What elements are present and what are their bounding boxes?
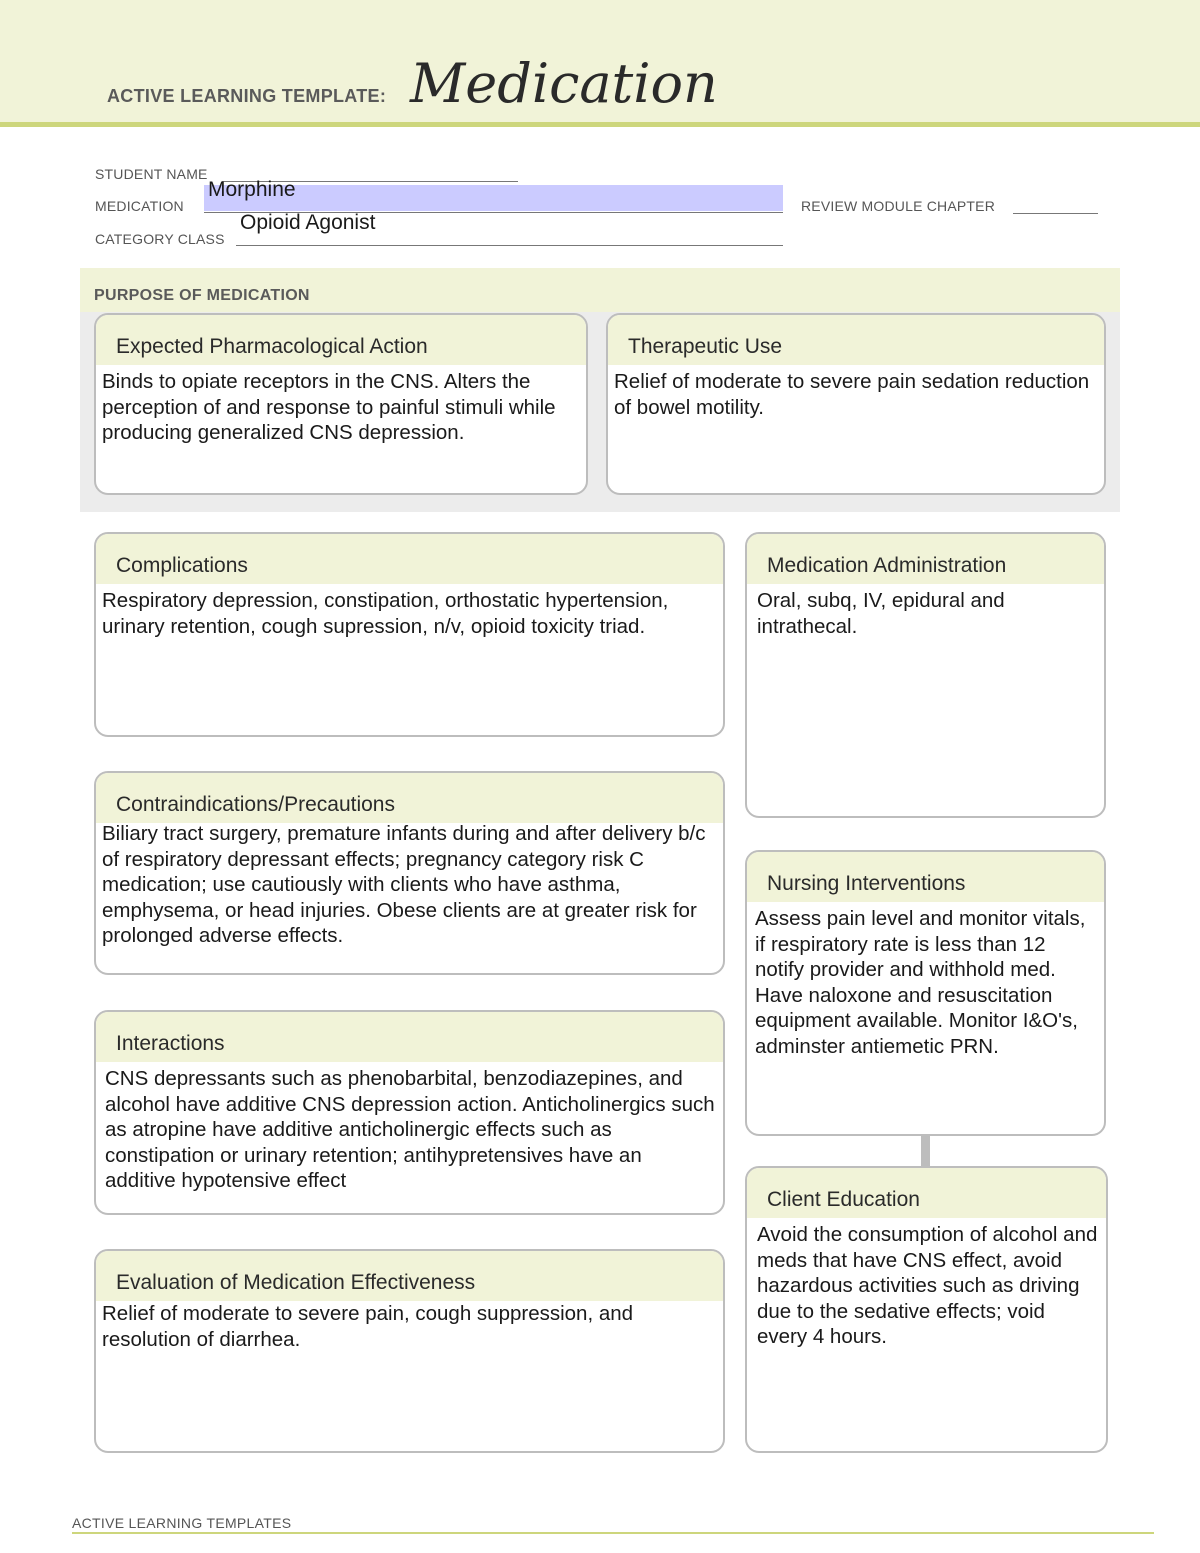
- review-module-field[interactable]: [1013, 213, 1098, 214]
- card-title: Expected Pharmacological Action: [116, 335, 428, 358]
- card-body[interactable]: Biliary tract surgery, premature infants during and after delivery b/c of respiratory depressant effects; pregnancy category risk C medication; use cautiously with clients who have asthma, emphysema, or head injuries. Obese clients are at greater risk for prolonged adverse effects.: [102, 822, 706, 947]
- header-divider: [0, 122, 1200, 127]
- card-title: Complications: [116, 554, 248, 577]
- card-interactions: [94, 1010, 725, 1215]
- review-module-label: REVIEW MODULE CHAPTER: [801, 198, 995, 214]
- card-title: Interactions: [116, 1032, 225, 1055]
- purpose-label: PURPOSE OF MEDICATION: [94, 287, 310, 304]
- card-body[interactable]: Relief of moderate to severe pain, cough suppression, and resolution of diarrhea.: [102, 1302, 634, 1351]
- card-body[interactable]: Binds to opiate receptors in the CNS. Alters the perception of and response to painful stimuli while producing generalized CNS depression.: [102, 370, 556, 444]
- card-body[interactable]: Avoid the consumption of alcohol and meds that have CNS effect, avoid hazardous activities such as driving due to the sedative effects; void every 4 hours.: [757, 1223, 1098, 1348]
- student-name-label: STUDENT NAME: [95, 166, 208, 182]
- card-administration: [745, 532, 1106, 818]
- card-title: Evaluation of Medication Effectiveness: [116, 1271, 476, 1294]
- medication-label: MEDICATION: [95, 198, 184, 214]
- card-complications: [94, 532, 725, 737]
- card-body[interactable]: Relief of moderate to severe pain sedation reduction of bowel motility.: [614, 370, 1090, 419]
- card-title: Contraindications/Precautions: [116, 793, 395, 816]
- card-client-education: [745, 1166, 1108, 1453]
- category-class-label: CATEGORY CLASS: [95, 231, 225, 247]
- card-evaluation: [94, 1249, 725, 1453]
- card-contraindications: [94, 771, 725, 975]
- card-expected-action: [94, 313, 588, 495]
- card-title: Client Education: [767, 1188, 920, 1211]
- card-connector: [921, 1136, 930, 1166]
- category-class-field[interactable]: [236, 245, 783, 246]
- card-nursing-interventions: [745, 850, 1106, 1136]
- card-body[interactable]: Respiratory depression, constipation, orthostatic hypertension, urinary retention, cough supression, n/v, opioid toxicity triad.: [102, 589, 669, 638]
- medication-value: Morphine: [208, 178, 296, 201]
- card-body[interactable]: CNS depressants such as phenobarbital, benzodiazepines, and alcohol have additive CNS depression action. Anticholinergics such as atropine have additive anticholinergic effects such as constipation or urinary retention; antihypretensives have an additive hypotensive effect: [105, 1067, 715, 1192]
- card-therapeutic-use: [606, 313, 1106, 495]
- card-title: Medication Administration: [767, 554, 1007, 577]
- card-title: Nursing Interventions: [767, 872, 966, 895]
- footer-label: ACTIVE LEARNING TEMPLATES: [72, 1515, 292, 1531]
- card-title: Therapeutic Use: [628, 335, 783, 358]
- category-class-value: Opioid Agonist: [240, 211, 376, 234]
- card-body[interactable]: Oral, subq, IV, epidural and intrathecal.: [757, 589, 1005, 638]
- template-label: ACTIVE LEARNING TEMPLATE:: [107, 86, 387, 106]
- footer-divider: [72, 1532, 1154, 1534]
- card-body[interactable]: Assess pain level and monitor vitals, if respiratory rate is less than 12 notify provider and withhold med. Have naloxone and resuscitation equipment available. Monitor I&O's, adminster antiemetic PRN.: [755, 907, 1086, 1058]
- page-title: Medication: [410, 52, 718, 115]
